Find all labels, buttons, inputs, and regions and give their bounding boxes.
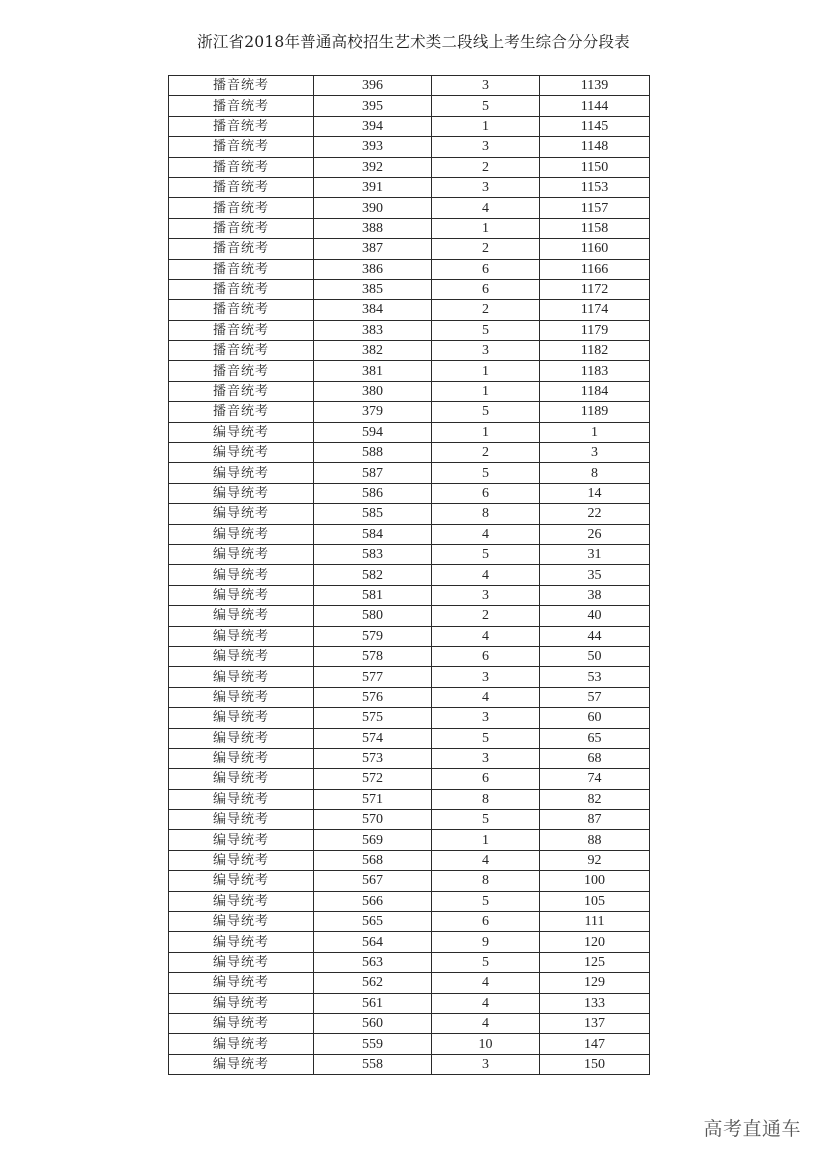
category-cell: 播音统考 xyxy=(169,279,314,299)
table-row xyxy=(169,789,650,809)
table-row xyxy=(169,565,650,585)
table-row xyxy=(169,157,650,177)
table-row xyxy=(169,381,650,401)
table-row xyxy=(169,850,650,870)
table-row xyxy=(169,585,650,605)
count-cell: 4 xyxy=(432,565,540,585)
count-cell: 3 xyxy=(432,585,540,605)
category-cell: 编导统考 xyxy=(169,973,314,993)
category-cell: 编导统考 xyxy=(169,912,314,932)
table-row xyxy=(169,1034,650,1054)
category-cell: 播音统考 xyxy=(169,320,314,340)
table-row xyxy=(169,137,650,157)
score-cell: 384 xyxy=(314,300,432,320)
score-cell: 387 xyxy=(314,239,432,259)
table-row xyxy=(169,422,650,442)
score-cell: 388 xyxy=(314,218,432,238)
score-cell: 577 xyxy=(314,667,432,687)
cumulative-count-cell: 1157 xyxy=(540,198,650,218)
score-cell: 568 xyxy=(314,850,432,870)
table-row xyxy=(169,871,650,891)
count-cell: 4 xyxy=(432,1013,540,1033)
count-cell: 3 xyxy=(432,667,540,687)
cumulative-count-cell: 133 xyxy=(540,993,650,1013)
table-row xyxy=(169,606,650,626)
category-cell: 编导统考 xyxy=(169,646,314,666)
count-cell: 4 xyxy=(432,993,540,1013)
count-cell: 8 xyxy=(432,504,540,524)
table-row xyxy=(169,973,650,993)
score-cell: 561 xyxy=(314,993,432,1013)
category-cell: 编导统考 xyxy=(169,687,314,707)
cumulative-count-cell: 38 xyxy=(540,585,650,605)
category-cell: 编导统考 xyxy=(169,850,314,870)
cumulative-count-cell: 1139 xyxy=(540,76,650,96)
count-cell: 3 xyxy=(432,1054,540,1074)
cumulative-count-cell: 26 xyxy=(540,524,650,544)
cumulative-count-cell: 120 xyxy=(540,932,650,952)
score-distribution-table xyxy=(168,75,650,1075)
count-cell: 9 xyxy=(432,932,540,952)
cumulative-count-cell: 40 xyxy=(540,606,650,626)
count-cell: 4 xyxy=(432,524,540,544)
count-cell: 1 xyxy=(432,422,540,442)
category-cell: 编导统考 xyxy=(169,565,314,585)
category-cell: 播音统考 xyxy=(169,300,314,320)
count-cell: 8 xyxy=(432,789,540,809)
category-cell: 编导统考 xyxy=(169,422,314,442)
count-cell: 6 xyxy=(432,279,540,299)
category-cell: 编导统考 xyxy=(169,728,314,748)
table-row xyxy=(169,504,650,524)
score-cell: 563 xyxy=(314,952,432,972)
count-cell: 3 xyxy=(432,748,540,768)
cumulative-count-cell: 1145 xyxy=(540,116,650,136)
table-row xyxy=(169,463,650,483)
table-row xyxy=(169,1054,650,1074)
score-cell: 578 xyxy=(314,646,432,666)
score-cell: 381 xyxy=(314,361,432,381)
page-title: 浙江省2018年普通高校招生艺术类二段线上考生综合分分段表 xyxy=(197,33,630,51)
count-cell: 3 xyxy=(432,137,540,157)
category-cell: 播音统考 xyxy=(169,137,314,157)
category-cell: 编导统考 xyxy=(169,1034,314,1054)
category-cell: 编导统考 xyxy=(169,463,314,483)
table-row xyxy=(169,932,650,952)
cumulative-count-cell: 60 xyxy=(540,708,650,728)
table-row xyxy=(169,810,650,830)
table-body xyxy=(169,76,650,1075)
category-cell: 编导统考 xyxy=(169,789,314,809)
cumulative-count-cell: 82 xyxy=(540,789,650,809)
category-cell: 播音统考 xyxy=(169,177,314,197)
cumulative-count-cell: 31 xyxy=(540,544,650,564)
table-row xyxy=(169,748,650,768)
table-row xyxy=(169,361,650,381)
cumulative-count-cell: 1158 xyxy=(540,218,650,238)
count-cell: 5 xyxy=(432,402,540,422)
cumulative-count-cell: 1184 xyxy=(540,381,650,401)
score-cell: 396 xyxy=(314,76,432,96)
cumulative-count-cell: 44 xyxy=(540,626,650,646)
category-cell: 编导统考 xyxy=(169,1054,314,1074)
category-cell: 编导统考 xyxy=(169,830,314,850)
table-row xyxy=(169,891,650,911)
table-row xyxy=(169,116,650,136)
table-row xyxy=(169,320,650,340)
cumulative-count-cell: 92 xyxy=(540,850,650,870)
count-cell: 1 xyxy=(432,830,540,850)
score-cell: 583 xyxy=(314,544,432,564)
score-cell: 586 xyxy=(314,483,432,503)
score-cell: 594 xyxy=(314,422,432,442)
count-cell: 5 xyxy=(432,544,540,564)
cumulative-count-cell: 8 xyxy=(540,463,650,483)
score-cell: 584 xyxy=(314,524,432,544)
score-cell: 574 xyxy=(314,728,432,748)
count-cell: 1 xyxy=(432,116,540,136)
count-cell: 2 xyxy=(432,443,540,463)
count-cell: 8 xyxy=(432,871,540,891)
table-row xyxy=(169,76,650,96)
table-row xyxy=(169,912,650,932)
table-row xyxy=(169,524,650,544)
category-cell: 播音统考 xyxy=(169,76,314,96)
score-cell: 394 xyxy=(314,116,432,136)
table-row xyxy=(169,626,650,646)
category-cell: 编导统考 xyxy=(169,483,314,503)
category-cell: 编导统考 xyxy=(169,667,314,687)
category-cell: 编导统考 xyxy=(169,810,314,830)
count-cell: 4 xyxy=(432,687,540,707)
table-row xyxy=(169,667,650,687)
count-cell: 2 xyxy=(432,606,540,626)
category-cell: 播音统考 xyxy=(169,239,314,259)
table-row xyxy=(169,218,650,238)
table-row xyxy=(169,769,650,789)
count-cell: 6 xyxy=(432,769,540,789)
score-cell: 559 xyxy=(314,1034,432,1054)
count-cell: 6 xyxy=(432,646,540,666)
cumulative-count-cell: 53 xyxy=(540,667,650,687)
category-cell: 编导统考 xyxy=(169,1013,314,1033)
count-cell: 6 xyxy=(432,259,540,279)
category-cell: 编导统考 xyxy=(169,993,314,1013)
category-cell: 编导统考 xyxy=(169,544,314,564)
count-cell: 5 xyxy=(432,728,540,748)
count-cell: 1 xyxy=(432,361,540,381)
count-cell: 5 xyxy=(432,463,540,483)
score-cell: 379 xyxy=(314,402,432,422)
score-cell: 386 xyxy=(314,259,432,279)
category-cell: 播音统考 xyxy=(169,381,314,401)
category-cell: 播音统考 xyxy=(169,116,314,136)
count-cell: 4 xyxy=(432,973,540,993)
score-cell: 565 xyxy=(314,912,432,932)
cumulative-count-cell: 35 xyxy=(540,565,650,585)
count-cell: 3 xyxy=(432,177,540,197)
cumulative-count-cell: 137 xyxy=(540,1013,650,1033)
category-cell: 编导统考 xyxy=(169,769,314,789)
cumulative-count-cell: 1160 xyxy=(540,239,650,259)
table-row xyxy=(169,483,650,503)
score-cell: 566 xyxy=(314,891,432,911)
cumulative-count-cell: 125 xyxy=(540,952,650,972)
count-cell: 2 xyxy=(432,239,540,259)
score-cell: 576 xyxy=(314,687,432,707)
score-cell: 569 xyxy=(314,830,432,850)
table-row xyxy=(169,96,650,116)
category-cell: 编导统考 xyxy=(169,748,314,768)
cumulative-count-cell: 1189 xyxy=(540,402,650,422)
table-row xyxy=(169,402,650,422)
cumulative-count-cell: 147 xyxy=(540,1034,650,1054)
cumulative-count-cell: 150 xyxy=(540,1054,650,1074)
watermark-logo-text: 高考直通车 xyxy=(703,1118,801,1140)
count-cell: 4 xyxy=(432,198,540,218)
score-cell: 558 xyxy=(314,1054,432,1074)
count-cell: 5 xyxy=(432,810,540,830)
cumulative-count-cell: 1144 xyxy=(540,96,650,116)
category-cell: 编导统考 xyxy=(169,952,314,972)
category-cell: 编导统考 xyxy=(169,891,314,911)
cumulative-count-cell: 87 xyxy=(540,810,650,830)
score-cell: 588 xyxy=(314,443,432,463)
cumulative-count-cell: 1 xyxy=(540,422,650,442)
score-cell: 390 xyxy=(314,198,432,218)
cumulative-count-cell: 100 xyxy=(540,871,650,891)
table-row xyxy=(169,544,650,564)
category-cell: 播音统考 xyxy=(169,361,314,381)
score-cell: 393 xyxy=(314,137,432,157)
score-cell: 392 xyxy=(314,157,432,177)
table-row xyxy=(169,952,650,972)
category-cell: 编导统考 xyxy=(169,708,314,728)
category-cell: 编导统考 xyxy=(169,871,314,891)
score-cell: 572 xyxy=(314,769,432,789)
cumulative-count-cell: 14 xyxy=(540,483,650,503)
table-row xyxy=(169,1013,650,1033)
score-cell: 391 xyxy=(314,177,432,197)
table-row xyxy=(169,443,650,463)
cumulative-count-cell: 50 xyxy=(540,646,650,666)
category-cell: 编导统考 xyxy=(169,585,314,605)
score-cell: 573 xyxy=(314,748,432,768)
table-row xyxy=(169,993,650,1013)
category-cell: 播音统考 xyxy=(169,198,314,218)
score-cell: 571 xyxy=(314,789,432,809)
cumulative-count-cell: 1179 xyxy=(540,320,650,340)
category-cell: 播音统考 xyxy=(169,96,314,116)
category-cell: 编导统考 xyxy=(169,626,314,646)
category-cell: 播音统考 xyxy=(169,218,314,238)
table-row xyxy=(169,708,650,728)
category-cell: 编导统考 xyxy=(169,606,314,626)
category-cell: 播音统考 xyxy=(169,157,314,177)
score-cell: 395 xyxy=(314,96,432,116)
cumulative-count-cell: 1174 xyxy=(540,300,650,320)
count-cell: 1 xyxy=(432,381,540,401)
count-cell: 5 xyxy=(432,96,540,116)
table-row xyxy=(169,687,650,707)
cumulative-count-cell: 74 xyxy=(540,769,650,789)
category-cell: 播音统考 xyxy=(169,259,314,279)
category-cell: 播音统考 xyxy=(169,341,314,361)
score-cell: 562 xyxy=(314,973,432,993)
score-cell: 385 xyxy=(314,279,432,299)
score-cell: 564 xyxy=(314,932,432,952)
count-cell: 2 xyxy=(432,300,540,320)
category-cell: 编导统考 xyxy=(169,443,314,463)
table-row xyxy=(169,259,650,279)
count-cell: 5 xyxy=(432,320,540,340)
category-cell: 编导统考 xyxy=(169,524,314,544)
cumulative-count-cell: 22 xyxy=(540,504,650,524)
score-cell: 581 xyxy=(314,585,432,605)
table-row xyxy=(169,830,650,850)
count-cell: 3 xyxy=(432,76,540,96)
cumulative-count-cell: 1150 xyxy=(540,157,650,177)
table-row xyxy=(169,646,650,666)
table-row xyxy=(169,177,650,197)
score-cell: 579 xyxy=(314,626,432,646)
count-cell: 5 xyxy=(432,952,540,972)
count-cell: 3 xyxy=(432,341,540,361)
cumulative-count-cell: 3 xyxy=(540,443,650,463)
count-cell: 3 xyxy=(432,708,540,728)
cumulative-count-cell: 1148 xyxy=(540,137,650,157)
cumulative-count-cell: 1172 xyxy=(540,279,650,299)
cumulative-count-cell: 1153 xyxy=(540,177,650,197)
table-row xyxy=(169,279,650,299)
table-row xyxy=(169,198,650,218)
cumulative-count-cell: 65 xyxy=(540,728,650,748)
count-cell: 1 xyxy=(432,218,540,238)
count-cell: 2 xyxy=(432,157,540,177)
count-cell: 5 xyxy=(432,891,540,911)
score-cell: 380 xyxy=(314,381,432,401)
cumulative-count-cell: 1183 xyxy=(540,361,650,381)
score-cell: 382 xyxy=(314,341,432,361)
count-cell: 6 xyxy=(432,912,540,932)
score-cell: 582 xyxy=(314,565,432,585)
cumulative-count-cell: 1182 xyxy=(540,341,650,361)
table-row xyxy=(169,239,650,259)
score-cell: 575 xyxy=(314,708,432,728)
score-cell: 570 xyxy=(314,810,432,830)
cumulative-count-cell: 57 xyxy=(540,687,650,707)
score-cell: 567 xyxy=(314,871,432,891)
count-cell: 10 xyxy=(432,1034,540,1054)
category-cell: 播音统考 xyxy=(169,402,314,422)
category-cell: 编导统考 xyxy=(169,504,314,524)
cumulative-count-cell: 129 xyxy=(540,973,650,993)
cumulative-count-cell: 111 xyxy=(540,912,650,932)
table-row xyxy=(169,341,650,361)
score-cell: 585 xyxy=(314,504,432,524)
cumulative-count-cell: 1166 xyxy=(540,259,650,279)
count-cell: 4 xyxy=(432,850,540,870)
count-cell: 6 xyxy=(432,483,540,503)
category-cell: 编导统考 xyxy=(169,932,314,952)
score-cell: 383 xyxy=(314,320,432,340)
cumulative-count-cell: 105 xyxy=(540,891,650,911)
cumulative-count-cell: 68 xyxy=(540,748,650,768)
cumulative-count-cell: 88 xyxy=(540,830,650,850)
score-cell: 560 xyxy=(314,1013,432,1033)
score-cell: 587 xyxy=(314,463,432,483)
table-row xyxy=(169,300,650,320)
table-row xyxy=(169,728,650,748)
count-cell: 4 xyxy=(432,626,540,646)
score-cell: 580 xyxy=(314,606,432,626)
